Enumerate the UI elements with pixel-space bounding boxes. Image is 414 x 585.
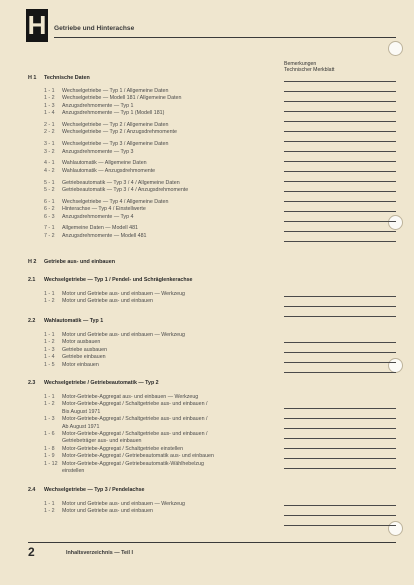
notes-line — [284, 448, 396, 449]
notes-line — [284, 316, 396, 317]
notes-line — [284, 211, 396, 212]
entry-title: Motor-Getriebe-Aggregat aus- und einbauen — Werkzeug — [62, 394, 199, 400]
entry-title: Motor-Getriebe-Aggregat / Getriebeautomatik aus- und einbauen — [62, 453, 214, 460]
subsection-title: Wechselgetriebe — Typ 1 / Pendel- und Schräglenkerachse — [44, 277, 193, 283]
entry-number: 6 - 2 — [44, 206, 55, 213]
notes-line — [284, 191, 396, 192]
entry-number: 2 - 1 — [44, 122, 55, 128]
entry-number: 1 - 1 — [44, 332, 55, 338]
entry-number: 4 - 2 — [44, 167, 55, 174]
notes-line — [284, 296, 396, 297]
entry-number: 2 - 2 — [44, 129, 55, 136]
entry-number: 1 - 6 — [44, 431, 55, 437]
entry-number: 1 - 5 — [44, 361, 55, 368]
punch-hole-top — [388, 41, 403, 56]
subsection-number: 2.3 — [28, 380, 36, 386]
entry-title: Motor einbauen — [62, 361, 99, 368]
subsection-number: 2.2 — [28, 318, 36, 324]
entry-number: 7 - 1 — [44, 225, 55, 232]
entry-number: 1 - 3 — [44, 102, 55, 109]
entry-number: 1 - 3 — [44, 346, 55, 353]
subsection-title: Wechselgetriebe / Getriebeautomatik — Typ 2 — [44, 380, 159, 386]
notes-line — [284, 505, 396, 506]
notes-line — [284, 231, 396, 232]
notes-line — [284, 408, 396, 409]
entry-number: 1 - 2 — [44, 401, 55, 408]
entry-number: 1 - 2 — [44, 298, 55, 305]
subsection-number: 2.4 — [28, 487, 36, 493]
entry-title: einstellen — [62, 468, 85, 474]
subsection-title: Wechselgetriebe — Typ 3 / Pendelachse — [44, 487, 145, 493]
notes-line — [284, 372, 396, 373]
footer-rule — [28, 542, 396, 543]
notes-line — [284, 221, 396, 222]
subsection-title: Wahlautomatik — Typ 1 — [44, 318, 104, 324]
entry-number: 6 - 1 — [44, 198, 55, 205]
entry-number: 1 - 4 — [44, 110, 55, 117]
entry-number: 1 - 1 — [44, 394, 55, 400]
notes-line — [284, 141, 396, 142]
entry-title: Ab August 1971 — [62, 423, 100, 430]
entry-title: Anzugsdrehmomente — Typ 3 — [62, 148, 134, 155]
punch-hole-bottom — [388, 521, 403, 536]
notes-line — [284, 458, 396, 459]
entry-title: Wahlautomatik — Allgemeine Daten — [62, 160, 147, 167]
notes-line — [284, 121, 396, 122]
notes-line — [284, 306, 396, 307]
notes-line — [284, 181, 396, 182]
entry-title: Motor-Getriebe-Aggregat / Schaltgetriebe aus- und einbauen / — [62, 416, 208, 423]
entry-number: 6 - 3 — [44, 213, 55, 220]
entry-title: Anzugsdrehmomente — Typ 1 (Modell 181) — [62, 110, 165, 117]
entry-title: Getriebe einbauen — [62, 354, 106, 361]
entry-number: 1 - 9 — [44, 453, 55, 460]
entry-title: Bis August 1971 — [62, 408, 101, 415]
entry-number: 1 - 1 — [44, 88, 55, 94]
entry-title: Wechselgetriebe — Typ 1 / Allgemeine Daten — [62, 88, 169, 94]
entry-number: 1 - 8 — [44, 445, 55, 452]
entry-title: Motor ausbauen — [62, 339, 101, 346]
section-number: H 2 — [28, 259, 37, 265]
entry-title: Wahlautomatik — Anzugsdrehmomente — [62, 167, 156, 174]
notes-line — [284, 241, 396, 242]
entry-number: 1 - 2 — [44, 508, 55, 515]
entry-title: Wechselgetriebe — Typ 3 / Allgemeine Daten — [62, 141, 169, 148]
notes-line — [284, 151, 396, 152]
entry-title: Anzugsdrehmomente — Typ 4 — [62, 213, 134, 220]
entry-number: 1 - 4 — [44, 354, 55, 361]
entry-title: Getriebe ausbauen — [62, 346, 108, 353]
entry-title: Motor und Getriebe aus- und einbauen — Werkzeug — [62, 501, 185, 507]
entry-number: 3 - 2 — [44, 148, 55, 155]
entry-title: Anzugsdrehmomente — Typ 1 — [62, 102, 134, 109]
entry-title: Wechselgetriebe — Modell 181 / Allgemeine Daten — [62, 95, 182, 102]
entry-title: Getriebeautomatik — Typ 3 / 4 / Allgemeine Daten — [62, 179, 180, 186]
notes-line — [284, 438, 396, 439]
notes-line — [284, 342, 396, 343]
entry-title: Anzugsdrehmomente — Modell 481 — [62, 232, 147, 239]
entry-title: Getriebeautomatik — Typ 3 / 4 / Anzugsdrehmomente — [62, 187, 189, 193]
section-title: Getriebe aus- und einbauen — [44, 259, 115, 265]
entry-title: Motor-Getriebe-Aggregat / Schaltgetriebe aus- und einbauen / — [62, 431, 208, 437]
entry-number: 1 - 1 — [44, 291, 55, 297]
entry-number: 1 - 2 — [44, 339, 55, 346]
entry-title: Motor-Getriebe-Aggregat / Getriebeautomatik-Wählhebelzug — [62, 460, 204, 467]
notes-column-label — [284, 61, 334, 73]
entry-number: 1 - 12 — [44, 460, 58, 467]
page-number: 2 — [28, 545, 35, 559]
section-letter-block: H — [27, 10, 47, 40]
page-header-title: Getriebe und Hinterachse — [54, 25, 135, 32]
entry-title: Wechselgetriebe — Typ 4 / Allgemeine Daten — [62, 198, 169, 205]
notes-line — [284, 515, 396, 516]
entry-title: Wechselgetriebe — Typ 2 / Allgemeine Daten — [62, 122, 169, 128]
entry-number: 5 - 2 — [44, 187, 55, 193]
notes-line — [284, 201, 396, 202]
footer-label: Inhaltsverzeichnis — Teil I — [66, 550, 134, 556]
entry-title: Motor und Getriebe aus- und einbauen — Werkzeug — [62, 332, 185, 338]
entry-title: Getriebeträger aus- und einbauen — [62, 438, 142, 445]
entry-number: 1 - 1 — [44, 501, 55, 507]
entry-title: Hinterachse — Typ 4 / Einstellwerte — [62, 206, 146, 213]
entry-title: Wechselgetriebe — Typ 2 / Anzugsdrehmomente — [62, 129, 177, 136]
entry-title: Motor und Getriebe aus- und einbauen — [62, 298, 153, 305]
notes-line — [284, 131, 396, 132]
entry-title: Motor und Getriebe aus- und einbauen — Werkzeug — [62, 291, 185, 297]
notes-line — [284, 81, 396, 82]
punch-hole-upper — [388, 215, 403, 230]
section-title: Technische Daten — [44, 75, 90, 81]
notes-label-line-2: Technischer Merkblatt — [284, 67, 335, 73]
entry-title: Motor-Getriebe-Aggregat / Schaltgetriebe einstellen — [62, 445, 184, 452]
header-rule — [54, 37, 396, 38]
notes-line — [284, 418, 396, 419]
entry-number: 3 - 1 — [44, 141, 55, 148]
subsection-number: 2.1 — [28, 277, 36, 283]
entry-title: Allgemeine Daten — Modell 481 — [62, 225, 138, 232]
notes-line — [284, 101, 396, 102]
entry-number: 7 - 2 — [44, 232, 55, 239]
entry-number: 1 - 2 — [44, 95, 55, 102]
punch-hole-lower — [388, 358, 403, 373]
notes-line — [284, 352, 396, 353]
notes-label-line-1: Bemerkungen — [284, 61, 317, 67]
notes-line — [284, 525, 396, 526]
notes-line — [284, 468, 396, 469]
entry-number: 4 - 1 — [44, 160, 55, 167]
notes-line — [284, 111, 396, 112]
section-number: H 1 — [28, 75, 37, 81]
entry-number: 5 - 1 — [44, 179, 55, 186]
entry-number: 1 - 3 — [44, 416, 55, 423]
entry-title: Motor-Getriebe-Aggregat / Schaltgetriebe aus- und einbauen / — [62, 401, 208, 408]
notes-line — [284, 428, 396, 429]
notes-line — [284, 161, 396, 162]
notes-line — [284, 362, 396, 363]
entry-title: Motor und Getriebe aus- und einbauen — [62, 508, 153, 515]
notes-line — [284, 91, 396, 92]
notes-line — [284, 171, 396, 172]
